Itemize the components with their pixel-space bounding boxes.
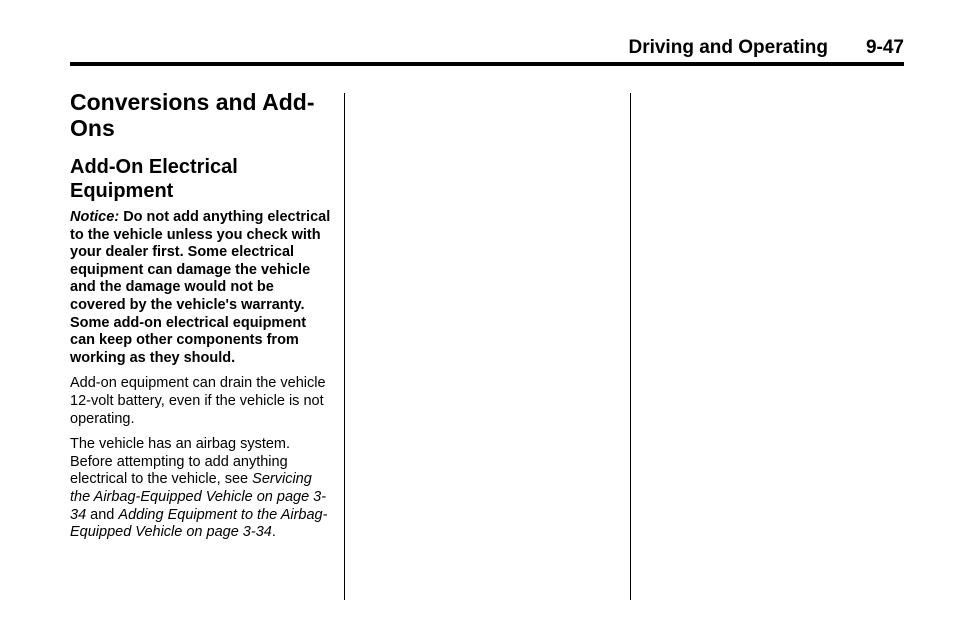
column-divider-right — [630, 93, 631, 600]
battery-paragraph: Add-on equipment can drain the vehicle 12-volt battery, even if the vehicle is not operating. — [70, 375, 326, 427]
header-page-number: 9-47 — [865, 37, 904, 58]
airbag-text: The vehicle has an airbag system. Before attempting to add anything electrical to the vehicle, see — [70, 436, 291, 488]
subsection-title: Add-On Electrical Equipment — [70, 156, 238, 202]
notice-paragraph — [70, 209, 332, 367]
section-title: Conversions and Add-Ons — [70, 89, 315, 141]
notice-text: Do not add anything electrical to the vehicle unless you check with your dealer first. Some electrical equipment can damage the vehicle and the damage would not be covered by the vehicle's warranty. Some add-on electrical equipment can keep other components from working as they should. — [70, 209, 331, 366]
airbag-paragraph — [70, 436, 332, 542]
page-header — [70, 37, 904, 61]
airbag-and: and — [90, 506, 115, 523]
header-rule — [70, 62, 904, 66]
airbag-reference-2[interactable]: Adding Equipment to the Airbag-Equipped Vehicle on page 3-34 — [70, 506, 328, 541]
airbag-end: . — [271, 524, 276, 541]
notice-label: Notice: — [70, 209, 120, 225]
column-divider-left — [344, 93, 345, 600]
airbag-reference-1[interactable]: Servicing the Airbag-Equipped Vehicle on page 3-34 — [70, 471, 327, 523]
content-column — [70, 89, 332, 550]
header-section-title: Driving and Operating — [628, 37, 828, 58]
